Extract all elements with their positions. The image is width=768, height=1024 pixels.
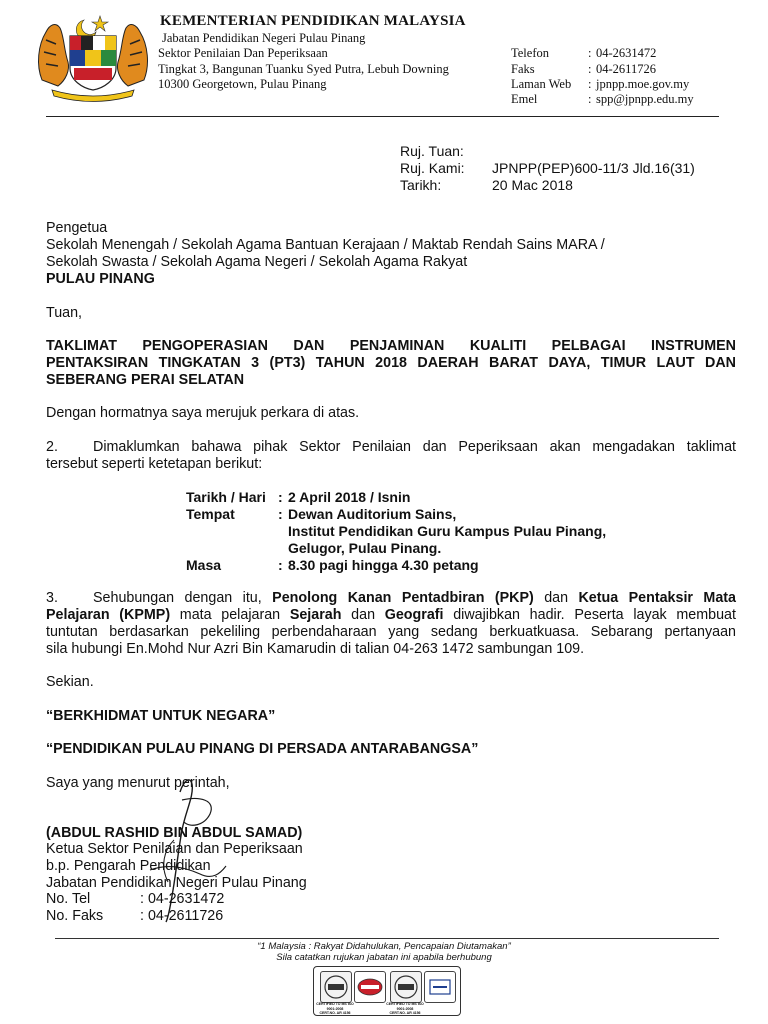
cert-number-text: CERT.NO. AR 4156 bbox=[319, 1011, 351, 1015]
contact-value-emel[interactable]: spp@jpnpp.edu.my bbox=[596, 92, 694, 106]
detail-value-masa: 8.30 pagi hingga 4.30 petang bbox=[288, 557, 479, 573]
signatory-name: (ABDUL RASHID BIN ABDUL SAMAD) bbox=[46, 825, 303, 841]
contact-value-faks: 04-2611726 bbox=[596, 62, 656, 76]
standards-badge-icon bbox=[354, 971, 386, 1003]
contact-colon: : bbox=[588, 62, 592, 76]
paragraph-3-line2 bbox=[46, 607, 736, 624]
recipient-schools-line1: Sekolah Menengah / Sekolah Agama Bantuan Kerajaan / Maktab Rendah Sains MARA / bbox=[46, 237, 605, 253]
contact-colon: : bbox=[588, 92, 592, 106]
cert-caption-text: CERTIFIED TO MS ISO 9001:2008 bbox=[316, 1002, 354, 1011]
text-run: mata pelajaran bbox=[170, 607, 290, 623]
text-run: Sehubungan dengan itu, bbox=[93, 590, 273, 606]
sirim-badge-icon bbox=[320, 971, 352, 1003]
closing: Sekian. bbox=[46, 674, 94, 690]
detail-value-tempat-3: Gelugor, Pulau Pinang. bbox=[288, 540, 442, 556]
text-run: dan bbox=[341, 607, 385, 623]
footer-divider bbox=[55, 938, 719, 939]
motto-pendidikan: “PENDIDIKAN PULAU PINANG DI PERSADA ANTARABANGSA” bbox=[46, 741, 479, 757]
ministry-title: KEMENTERIAN PENDIDIKAN MALAYSIA bbox=[160, 13, 466, 29]
contact-label-telefon: Telefon bbox=[511, 46, 549, 60]
contact-colon: : bbox=[588, 77, 592, 91]
contact-colon: : bbox=[588, 46, 592, 60]
cert-caption-text: CERTIFIED TO MS ISO 9001:2008 bbox=[386, 1002, 424, 1011]
text-run: diwajibkan hadir. Peserta layak membuat bbox=[443, 607, 736, 623]
header-divider bbox=[46, 116, 719, 117]
contact-value-laman-web[interactable]: jpnpp.moe.gov.my bbox=[596, 77, 690, 91]
text-run-bold: Geografi bbox=[384, 607, 444, 623]
text-run-bold: Ketua Pentaksir Mata bbox=[578, 590, 736, 606]
text-run-bold: Sejarah bbox=[289, 607, 342, 623]
subject-line3: SEBERANG PERAI SELATAN bbox=[46, 372, 245, 388]
text-run: dan bbox=[533, 590, 579, 606]
detail-colon: : bbox=[278, 489, 283, 505]
detail-label-tempat: Tempat bbox=[186, 506, 235, 522]
text-run-bold: Penolong Kanan Pentadbiran (PKP) bbox=[272, 590, 534, 606]
salutation: Tuan, bbox=[46, 305, 83, 321]
signatory-department: Jabatan Pendidikan Negeri Pulau Pinang bbox=[46, 875, 307, 891]
address-line-department: Jabatan Pendidikan Negeri Pulau Pinang bbox=[162, 31, 366, 45]
subject-line1: TAKLIMAT PENGOPERASIAN DAN PENJAMINAN KUALITI PELBAGAI INSTRUMEN bbox=[46, 338, 736, 354]
cert-caption-1 bbox=[316, 1002, 354, 1016]
ukas-badge-icon bbox=[424, 971, 456, 1003]
signatory-position: Ketua Sektor Penilaian dan Peperiksaan bbox=[46, 841, 303, 857]
contact-label-laman-web: Laman Web bbox=[511, 77, 572, 91]
detail-label-masa: Masa bbox=[186, 557, 222, 573]
motto-berkhidmat: “BERKHIDMAT UNTUK NEGARA” bbox=[46, 708, 276, 724]
detail-label-tarikh: Tarikh / Hari bbox=[186, 489, 266, 505]
ref-tarikh-value: 20 Mac 2018 bbox=[492, 177, 573, 193]
recipient-title: Pengetua bbox=[46, 220, 108, 236]
paragraph-3-number: 3. bbox=[46, 590, 58, 606]
detail-colon: : bbox=[278, 557, 283, 573]
contact-label-faks: Faks bbox=[511, 62, 535, 76]
contact-value-telefon: 04-2631472 bbox=[596, 46, 657, 60]
cert-number-text: CERT.NO. AR 4156 bbox=[389, 1011, 421, 1015]
cert-caption-2 bbox=[386, 1002, 424, 1016]
address-line-building: Tingkat 3, Bangunan Tuanku Syed Putra, Lebuh Downing bbox=[158, 62, 449, 76]
paragraph-2-number: 2. bbox=[46, 439, 58, 455]
paragraph-2-line2: tersebut seperti ketetapan berikut: bbox=[46, 456, 263, 472]
recipient-schools-line2: Sekolah Swasta / Sekolah Agama Negeri / Sekolah Agama Rakyat bbox=[46, 254, 468, 270]
signatory-tel-label: No. Tel bbox=[46, 891, 91, 907]
detail-colon: : bbox=[278, 506, 283, 522]
ref-ruj-kami-label: Ruj. Kami: bbox=[400, 160, 465, 176]
footer-note: Sila catatkan rujukan jabatan ini apabila berhubung bbox=[276, 952, 492, 963]
ref-ruj-kami-value: JPNPP(PEP)600-11/3 Jld.16(31) bbox=[492, 160, 695, 176]
detail-value-tarikh: 2 April 2018 / Isnin bbox=[288, 489, 411, 505]
ref-tarikh-label: Tarikh: bbox=[400, 177, 442, 193]
paragraph-3-line3: tuntutan berdasarkan pekeliling perbendaharaan yang sedang berkuatkuasa. Sebarang pertanyaan bbox=[46, 624, 736, 640]
subject-line2: PENTAKSIRAN TINGKATAN 3 (PT3) TAHUN 2018 DAERAH BARAT DAYA, TIMUR LAUT DAN bbox=[46, 355, 736, 371]
address-line-sector: Sektor Penilaian Dan Peperiksaan bbox=[158, 46, 328, 60]
signatory-on-behalf: b.p. Pengarah Pendidikan bbox=[46, 858, 211, 874]
recipient-state: PULAU PINANG bbox=[46, 271, 155, 287]
certification-badges bbox=[313, 966, 461, 1016]
contact-label-emel: Emel bbox=[511, 92, 538, 106]
ref-ruj-tuan-label: Ruj. Tuan: bbox=[400, 143, 464, 159]
signatory-tel-value: : 04-2631472 bbox=[140, 891, 225, 907]
address-line-city: 10300 Georgetown, Pulau Pinang bbox=[158, 77, 327, 91]
signatory-faks-label: No. Faks bbox=[46, 908, 104, 924]
footer-slogan: “1 Malaysia : Rakyat Didahulukan, Pencapaian Diutamakan” bbox=[257, 941, 511, 952]
paragraph-1: Dengan hormatnya saya merujuk perkara di atas. bbox=[46, 405, 360, 421]
detail-value-tempat-2: Institut Pendidikan Guru Kampus Pulau Pinang, bbox=[288, 523, 607, 539]
coat-of-arms-logo bbox=[34, 10, 152, 102]
text-run-bold: Pelajaran (KPMP) bbox=[46, 607, 171, 623]
paragraph-2-line1: Dimaklumkan bahawa pihak Sektor Penilaian dan Peperiksaan akan mengadakan taklimat bbox=[93, 439, 736, 455]
paragraph-3-line1 bbox=[93, 590, 736, 607]
detail-value-tempat-1: Dewan Auditorium Sains, bbox=[288, 506, 457, 522]
signoff: Saya yang menurut perintah, bbox=[46, 775, 230, 791]
sirim-badge-2-icon bbox=[390, 971, 422, 1003]
paragraph-3-line4: sila hubungi En.Mohd Nur Azri Bin Kamarudin di talian 04-263 1472 sambungan 109. bbox=[46, 641, 585, 657]
signatory-faks-value: : 04-2611726 bbox=[140, 908, 224, 924]
